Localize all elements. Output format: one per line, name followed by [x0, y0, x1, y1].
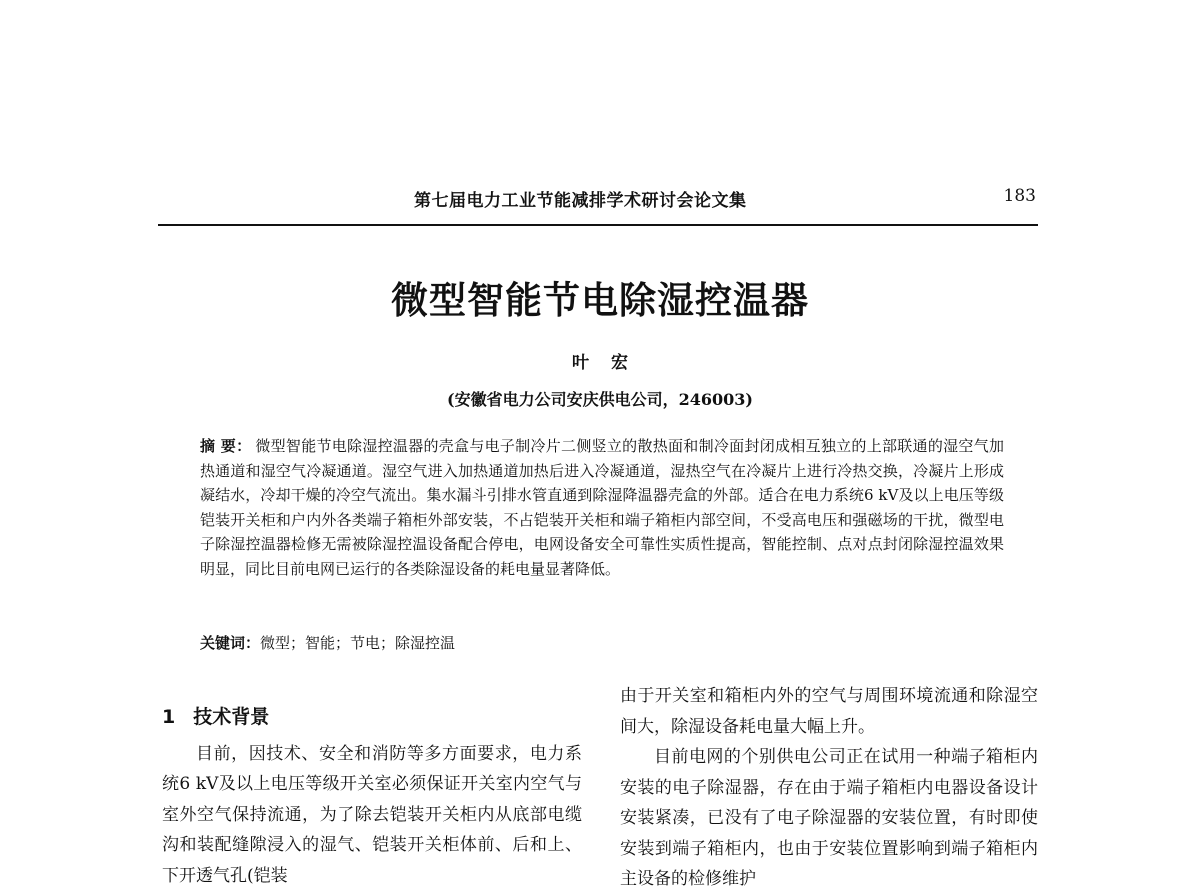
keywords-text: 微型；智能；节电；除湿控温: [260, 634, 456, 652]
body-paragraph: 目前电网的个别供电公司正在试用一种端子箱柜内安装的电子除湿器，存在由于端子箱柜内电器设备设计安装紧凑，已没有了电子除湿器的安装位置，有时即使安装到端子箱柜内，也由于安装位置影响到端子箱柜内主设备的检修维护: [620, 747, 1038, 889]
paper-title: 微型智能节电除湿控温器: [391, 278, 809, 322]
keywords: [200, 632, 1004, 654]
abstract-text: 微型智能节电除湿控温器的壳盒与电子制冷片二侧竖立的散热面和制冷面封闭成相互独立的上部联通的湿空气加热通道和湿空气冷凝通道。湿空气进入加热通道加热后进入冷凝通道，湿热空气在冷凝片上进行冷热交换，冷凝片上形成凝结水，冷却干燥的冷空气流出。集水漏斗引排水管直通到除湿降温器壳盒的外部。适合在电力系统6 kV及以上电压等级铠装开关柜和户内外各类端子箱柜外部安装，不占铠装开关柜和端子箱柜内部空间，不受高电压和强磁场的干扰，微型电子除湿控温器检修无需被除湿控温设备配合停电，电网设备安全可靠性实质性提高，智能控制、点对点封闭除湿控温效果明显，同比目前电网已运行的各类除湿设备的耗电量显著降低。: [200, 437, 1004, 578]
body-paragraph-continuation: 由于开关室和箱柜内外的空气与周围环境流通和除湿空间大，除湿设备耗电量大幅上升。: [620, 686, 1038, 737]
abstract-label: 摘 要：: [200, 437, 252, 455]
keywords-label: 关键词：: [200, 634, 261, 652]
running-title: 第七届电力工业节能减排学术研讨会论文集: [414, 191, 747, 211]
section-title: 技术背景: [193, 706, 270, 728]
affiliation: (安徽省电力公司安庆供电公司，246003): [447, 390, 753, 409]
header-rule: [158, 224, 1038, 226]
section-number: 1: [162, 706, 176, 728]
body-column-left: [162, 681, 582, 891]
running-header: [158, 186, 1036, 210]
abstract: [200, 434, 1004, 582]
body-column-right: [620, 681, 1038, 895]
section-heading: [162, 702, 582, 733]
author: 叶宏: [572, 353, 650, 373]
body-paragraph: 目前，因技术、安全和消防等多方面要求，电力系统6 kV及以上电压等级开关室必须保证开关室内空气与室外空气保持流通，为了除去铠装开关柜内从底部电缆沟和装配缝隙浸入的湿气、铠装开关柜体前、后和上、下开透气孔(铠装: [162, 743, 582, 886]
page-number: 183: [1003, 186, 1036, 206]
